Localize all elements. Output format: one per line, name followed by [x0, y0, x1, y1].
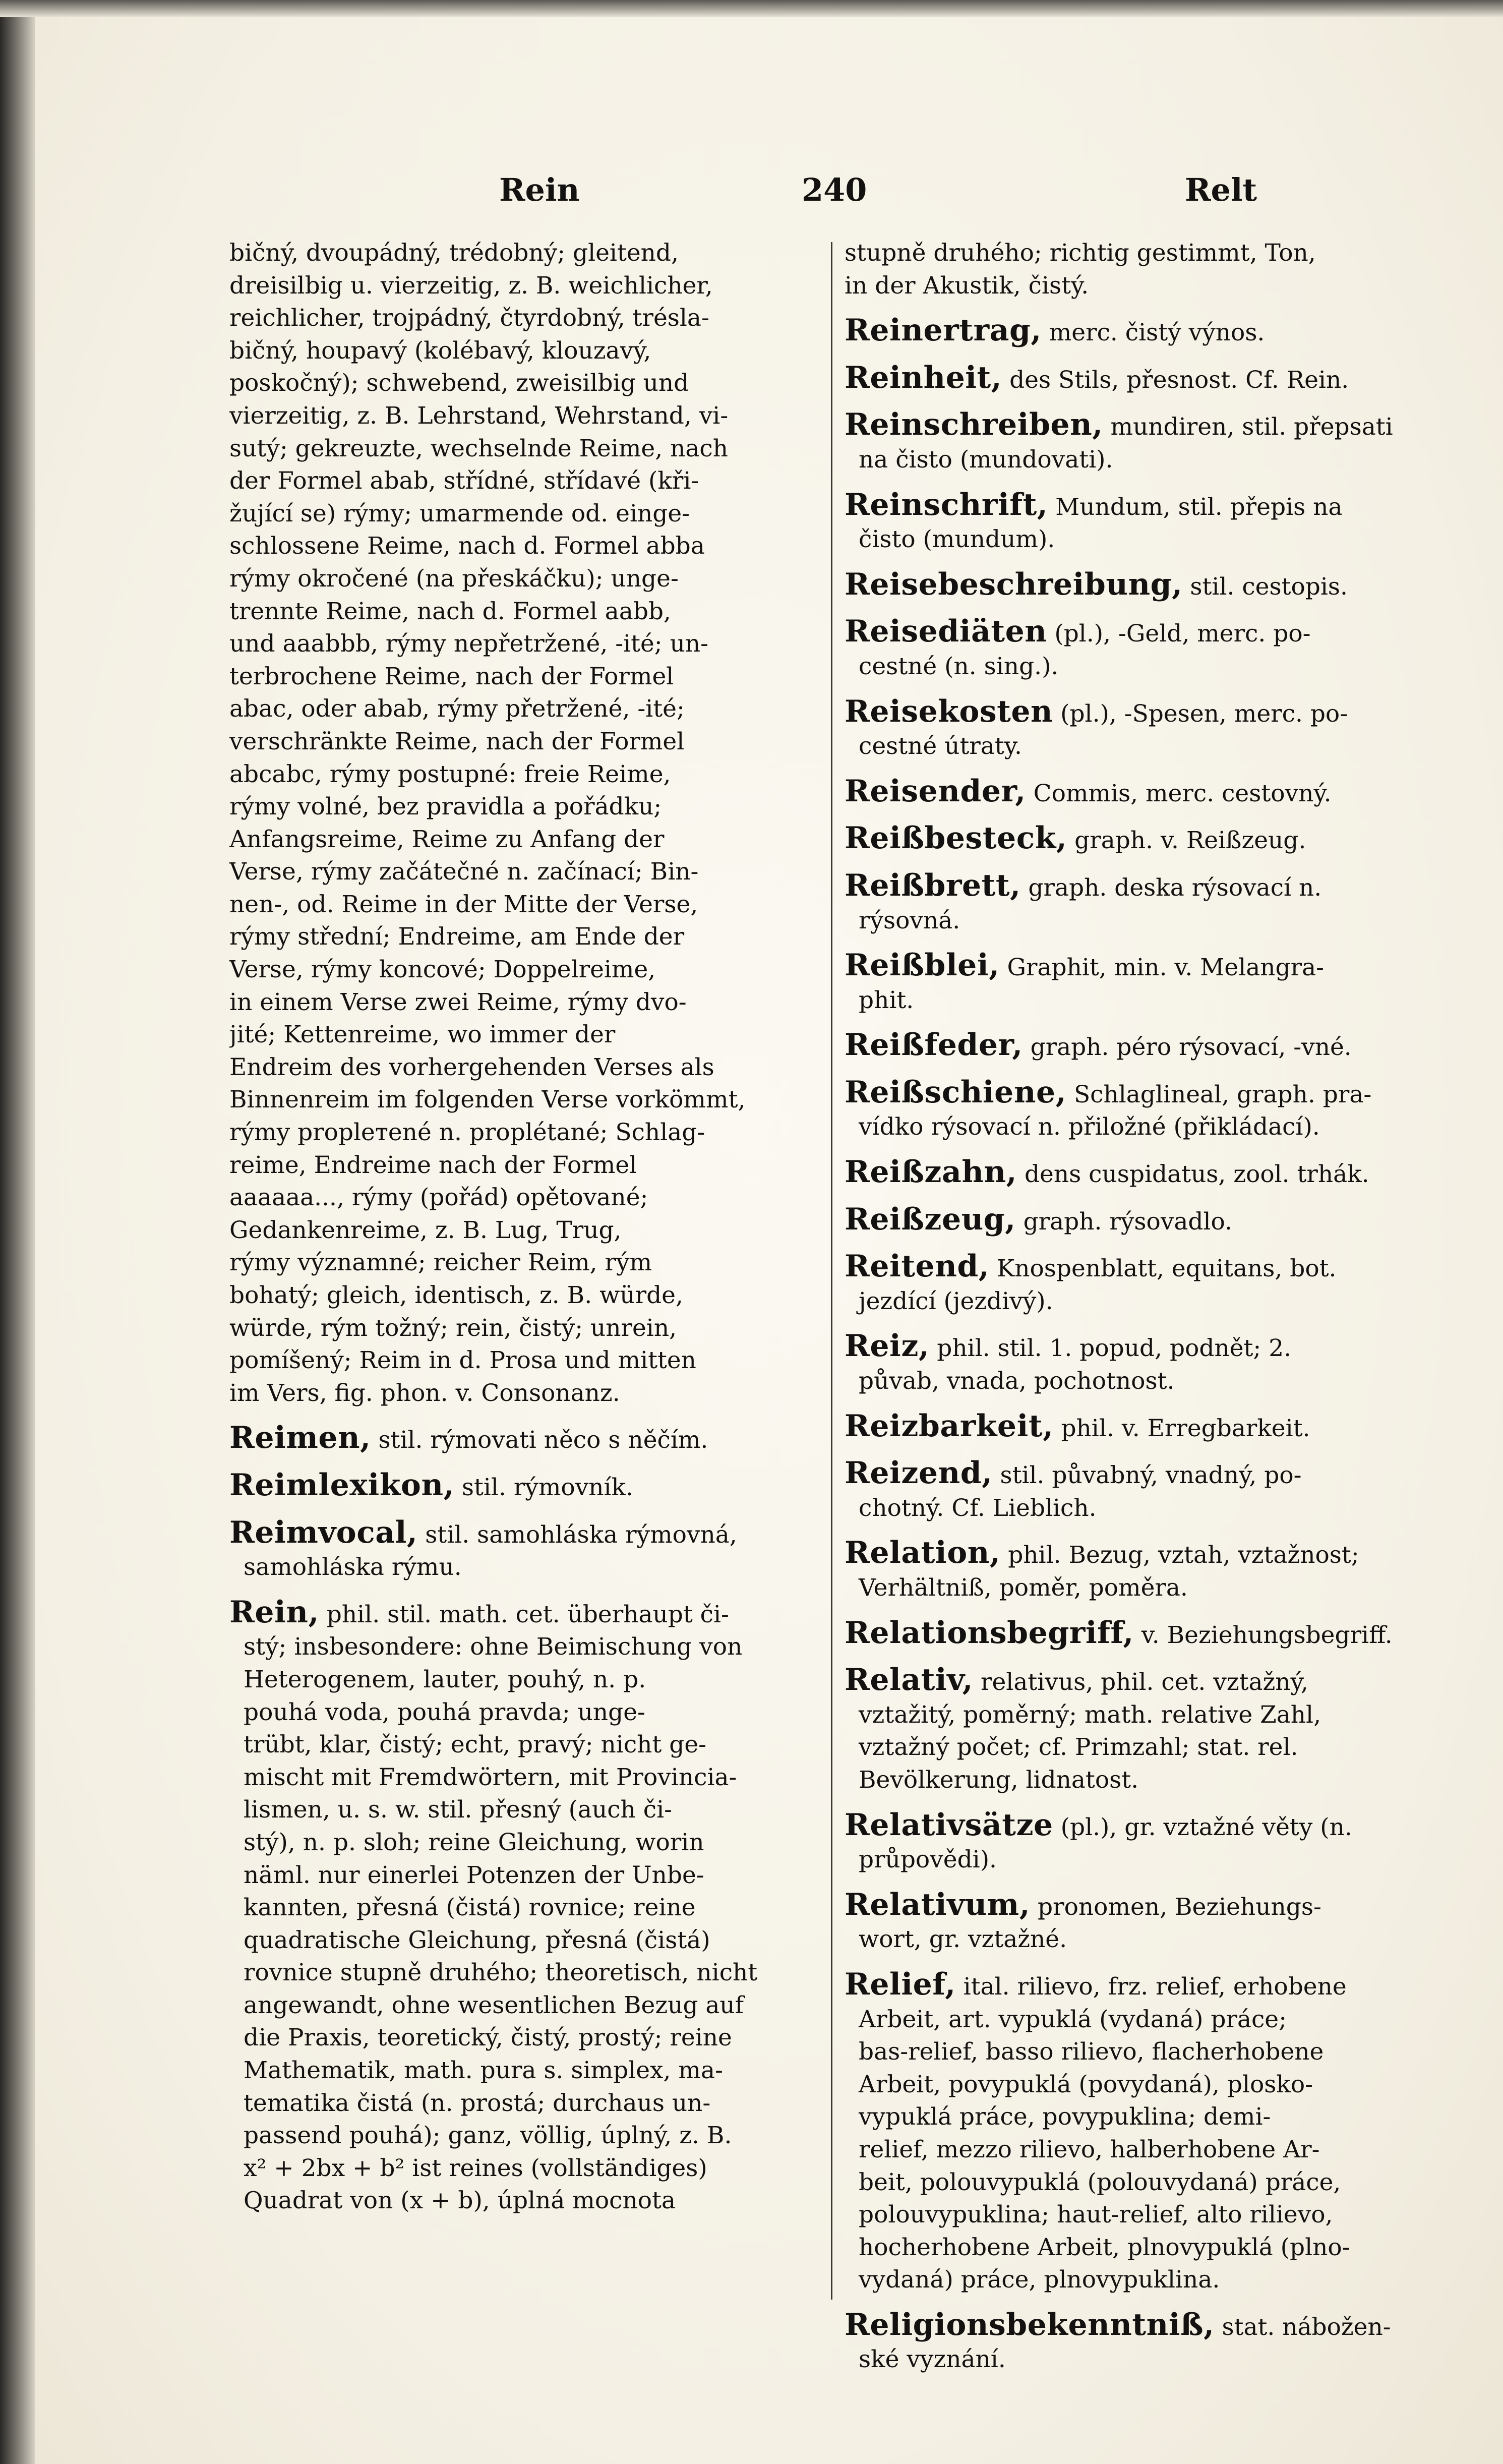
entry-first-line [229, 1596, 809, 1631]
dictionary-entry [845, 1889, 1434, 1956]
entry-first-line [845, 1250, 1434, 1285]
entry-headword: Reizbarkeit, [845, 1410, 1054, 1444]
entry-headword: Reißbrett, [845, 869, 1021, 903]
continuation-line: rýmy střední; Endreime, am Ende der [229, 923, 685, 951]
continuation-line: trennte Reime, nach d. Formel aabb, [229, 597, 671, 625]
continuation-line: rýmy významné; reicher Reim, rým [229, 1249, 652, 1277]
entry-first-line [845, 775, 1434, 810]
entry-continuation-line: Bevölkerung, lidnatost. [859, 1766, 1139, 1794]
entry-definition: mundiren, stil. přepsati [1103, 413, 1393, 441]
entry-gap [845, 477, 1434, 489]
dictionary-entry [845, 1203, 1434, 1239]
entry-first-line [845, 408, 1434, 444]
entry-headword: Relationsbegriff, [845, 1616, 1134, 1651]
entry-definition: merc. čistý výnos. [1041, 319, 1265, 347]
entry-continuation-line: passend pouhá); ganz, völlig, úplný, z. B. [244, 2122, 732, 2150]
entry-headword: Reimen, [229, 1422, 371, 1456]
entry-continuation-line: quadratische Gleichung, přesná (čistá) [244, 1926, 710, 1954]
entry-gap [845, 763, 1434, 775]
entry-gap [845, 1445, 1434, 1457]
entry-continuation-line: stý; insbesondere: ohne Beimischung von [244, 1633, 743, 1661]
entry-gap [229, 1584, 809, 1596]
entry-definition: stil. rýmovati něco s něčím. [371, 1426, 708, 1454]
continuation-line: sutý; gekreuzte, wechselnde Reime, nach [229, 434, 728, 462]
dictionary-entry [845, 949, 1434, 1017]
entry-headword: Reinertrag, [845, 314, 1042, 348]
dictionary-entry [845, 615, 1434, 683]
entry-continuation-line: pouhá voda, pouhá pravda; unge- [244, 1698, 645, 1726]
continuation-line: bohatý; gleich, identisch, z. B. würde, [229, 1281, 683, 1309]
dictionary-entry [845, 1330, 1434, 1397]
entry-first-line [845, 314, 1434, 349]
page-number: 240 [802, 171, 867, 208]
entry-definition: dens cuspidatus, zool. trhák. [1017, 1160, 1369, 1189]
entry-first-line [229, 1516, 809, 1552]
entry-continuation-line: jezdící (jezdivý). [859, 1287, 1053, 1315]
entry-headword: Relativum, [845, 1888, 1031, 1922]
entry-headword: Reimvocal, [229, 1516, 418, 1550]
continuation-line: bičný, dvoupádný, trédobný; gleitend, [229, 239, 679, 267]
entry-gap [845, 937, 1434, 949]
entry-definition: stil. rýmovník. [454, 1473, 634, 1501]
dictionary-entry [229, 1469, 809, 1504]
continuation-line: abcabc, rýmy postupné: freie Reime, [229, 760, 671, 788]
entry-continuation-line: die Praxis, teoretický, čistý, prostý; reine [244, 2024, 732, 2052]
dictionary-entry [845, 1457, 1434, 1524]
entry-gap [845, 1605, 1434, 1617]
entry-definition: (pl.), -Spesen, merc. po- [1053, 699, 1348, 728]
continuation-line: in einem Verse zwei Reime, rýmy dvo- [229, 988, 687, 1016]
entry-first-line [845, 949, 1434, 984]
entry-first-line [845, 1029, 1434, 1064]
dictionary-entry [845, 1809, 1434, 1876]
continuation-line: nen-, od. Reime in der Mitte der Verse, [229, 890, 698, 918]
dictionary-entry [229, 1422, 809, 1457]
entry-continuation-line: rovnice stupně druhého; theoretisch, nicht [244, 1959, 758, 1987]
entry-continuation-line: chotný. Cf. Lieblich. [859, 1494, 1097, 1522]
continuation-line: würde, rým tožný; rein, čistý; unrein, [229, 1314, 677, 1342]
entry-gap [229, 1457, 809, 1469]
entry-definition: stil. cestopis. [1182, 572, 1348, 601]
entry-continuation-line: Heterogenem, lauter, pouhý, n. p. [244, 1665, 646, 1693]
entry-gap [845, 2297, 1434, 2309]
entry-first-line [845, 869, 1434, 905]
continuation-line: der Formel abab, střídné, střídavé (kři- [229, 467, 699, 495]
entry-continuation-line: cestné (n. sing.). [859, 652, 1059, 680]
entry-headword: Reisender, [845, 775, 1026, 809]
entry-gap [845, 1652, 1434, 1664]
entry-continuation-line: vypuklá práce, povypuklina; demi- [859, 2103, 1271, 2131]
entry-headword: Reitend, [845, 1250, 990, 1284]
entry-continuation-line: na čisto (mundovati). [859, 445, 1113, 474]
entry-gap [845, 1191, 1434, 1203]
dictionary-entry [229, 1516, 809, 1584]
entry-definition: v. Beziehungsbegriff. [1133, 1621, 1393, 1649]
dictionary-entry [845, 1156, 1434, 1191]
entry-continuation-line: angewandt, ohne wesentlichen Bezug auf [244, 1991, 744, 2019]
entry-first-line [845, 1809, 1434, 1844]
entry-continuation-line: bas-relief, basso rilievo, flacherhobene [859, 2038, 1324, 2066]
entry-gap [845, 810, 1434, 822]
dictionary-entry [229, 1596, 809, 2217]
entry-first-line [845, 1457, 1434, 1492]
continuation-line: pomíšený; Reim in d. Prosa und mitten [229, 1346, 696, 1375]
entry-definition: Commis, merc. cestovný. [1026, 779, 1332, 807]
entry-continuation-line: kannten, přesná (čistá) rovnice; reine [244, 1894, 696, 1922]
entry-gap [845, 1524, 1434, 1537]
entry-continuation-line: Arbeit, art. vypuklá (vydaná) práce; [859, 2005, 1287, 2033]
entry-gap [845, 1064, 1434, 1076]
entry-headword: Reißzeug, [845, 1203, 1016, 1237]
dictionary-entry [845, 1250, 1434, 1318]
entry-continuation-line: lismen, u. s. w. stil. přesný (auch či- [244, 1796, 672, 1824]
entry-first-line [845, 1330, 1434, 1365]
continuation-line: verschränkte Reime, nach der Formel [229, 727, 685, 755]
entry-first-line [845, 1410, 1434, 1445]
continuation-line: jité; Kettenreime, wo immer der [229, 1021, 616, 1049]
dictionary-entry [845, 1029, 1434, 1064]
entry-continuation-line: mischt mit Fremdwörtern, mit Provincia- [244, 1763, 737, 1791]
left-column [229, 237, 809, 2217]
entry-headword: Reißfeder, [845, 1029, 1023, 1063]
entry-continuation-line: čisto (mundum). [859, 525, 1055, 554]
entry-definition: stil. samohláska rýmovná, [417, 1520, 737, 1549]
entry-continuation-line: trübt, klar, čistý; echt, pravý; nicht ge- [244, 1731, 707, 1759]
continuation-line: Anfangsreime, Reime zu Anfang der [229, 825, 665, 853]
entry-definition: stat. nábožen- [1214, 2313, 1391, 2341]
entry-continuation-line: Quadrat von (x + b), úplná mocnota [244, 2187, 676, 2215]
continuation-line: Verse, rýmy koncové; Doppelreime, [229, 956, 656, 984]
right-column [845, 237, 1434, 2376]
entry-headword: Reimlexikon, [229, 1469, 454, 1503]
entry-gap [845, 683, 1434, 695]
entry-continuation-line: samohláska rýmu. [244, 1553, 462, 1581]
entry-headword: Reißblei, [845, 949, 1000, 983]
entry-continuation-line: beit, polouvypuklá (polouvydaná) práce, [859, 2168, 1341, 2196]
entry-continuation-line: stý), n. p. sloh; reine Gleichung, worin [244, 1828, 704, 1856]
entry-definition: phil. v. Erregbarkeit. [1053, 1414, 1310, 1442]
dictionary-entry [845, 1076, 1434, 1144]
entry-definition: (pl.), gr. vztažné věty (n. [1053, 1813, 1352, 1841]
entry-gap [845, 396, 1434, 408]
entry-definition: graph. rýsovadlo. [1015, 1207, 1232, 1236]
entry-headword: Reisekosten [845, 695, 1053, 729]
entry-gap [845, 556, 1434, 568]
continuation-line: Binnenreim im folgenden Verse vorkömmt, [229, 1086, 746, 1114]
entry-continuation-line: ské vyznání. [859, 2345, 1006, 2374]
entry-headword: Reisebeschreibung, [845, 568, 1183, 602]
entry-headword: Reizend, [845, 1457, 993, 1491]
entry-continuation-line: vydaná) práce, plnovypuklina. [859, 2266, 1220, 2294]
entry-continuation-line: polouvypuklina; haut-relief, alto rilievo, [859, 2201, 1333, 2229]
dictionary-entry [845, 314, 1434, 349]
entry-continuation-line: rýsovná. [859, 906, 960, 934]
entry-continuation-line: wort, gr. vztažné. [859, 1925, 1067, 1954]
entry-gap [845, 857, 1434, 869]
entry-continuation-line: tematika čistá (n. prostá; durchaus un- [244, 2089, 711, 2117]
entry-continuation-line: vztažitý, poměrný; math. relative Zahl, [859, 1700, 1321, 1729]
entry-definition: Knospenblatt, equitans, bot. [989, 1255, 1337, 1283]
entry-definition: pronomen, Beziehungs- [1030, 1893, 1321, 1921]
entry-definition: phil. stil. math. cet. überhaupt či- [319, 1600, 729, 1628]
page-top-shadow [0, 0, 1503, 17]
continuation-line: und aaabbb, rýmy nepřetržené, -ité; un- [229, 630, 709, 658]
entry-continuation-line: Mathematik, math. pura s. simplex, ma- [244, 2057, 723, 2085]
entry-gap [845, 349, 1434, 362]
entry-definition: graph. deska rýsovací n. [1020, 873, 1322, 902]
continuation-line: Endreim des vorhergehenden Verses als [229, 1053, 714, 1081]
entry-definition: phil. Bezug, vztah, vztažnost; [1000, 1541, 1359, 1569]
dictionary-entry [845, 1617, 1434, 1652]
entry-definition: graph. péro rýsovací, -vné. [1023, 1033, 1352, 1062]
entry-continuation-line: průpovědi). [859, 1846, 997, 1874]
entry-first-line [845, 1617, 1434, 1652]
entry-first-line [229, 1469, 809, 1504]
continuation-line: Gedankenreime, z. B. Lug, Trug, [229, 1216, 622, 1244]
entry-gap [845, 1398, 1434, 1410]
entry-headword: Relation, [845, 1537, 1001, 1571]
page-binding-shadow [0, 0, 35, 2464]
entry-headword: Reinschrift, [845, 488, 1048, 522]
entry-definition: des Stils, přesnost. Cf. Rein. [1002, 366, 1349, 394]
entry-gap [845, 603, 1434, 615]
entry-first-line [845, 822, 1434, 857]
entry-headword: Relativ, [845, 1664, 974, 1698]
entry-gap [845, 1876, 1434, 1889]
continuation-line: reichlicher, trojpádný, čtyrdobný, trésla- [229, 304, 709, 332]
entry-first-line [845, 2309, 1434, 2344]
running-header [227, 171, 1257, 227]
continuation-line: schlossene Reime, nach d. Formel abba [229, 532, 705, 560]
entry-gap [845, 1956, 1434, 1968]
entry-headword: Rein, [229, 1596, 319, 1630]
continuation-line: reime, Endreime nach der Formel [229, 1151, 637, 1179]
entry-gap [845, 1318, 1434, 1330]
entry-first-line [845, 568, 1434, 604]
continuation-line: terbrochene Reime, nach der Formel [229, 662, 674, 690]
continuation-line: bičný, houpavý (kolébavý, klouzavý, [229, 336, 651, 365]
entry-definition: Schlaglineal, graph. pra- [1066, 1080, 1372, 1108]
dictionary-entry [845, 408, 1434, 476]
entry-gap [229, 1410, 809, 1422]
entry-continuation-line: näml. nur einerlei Potenzen der Unbe- [244, 1861, 704, 1889]
entry-first-line [845, 1203, 1434, 1239]
continuation-line: dreisilbig u. vierzeitig, z. B. weichlicher, [229, 271, 713, 300]
entry-continuation-line: relief, mezzo rilievo, halberhobene Ar- [859, 2135, 1320, 2163]
continuation-line: aaaaaa..., rýmy (pořád) opětované; [229, 1184, 648, 1212]
dictionary-entry [845, 2309, 1434, 2376]
entry-first-line [845, 1076, 1434, 1111]
entry-continuation-line: vztažný počet; cf. Primzahl; stat. rel. [859, 1733, 1298, 1762]
entry-continuation-line: půvab, vnada, pochotnost. [859, 1367, 1175, 1395]
entry-gap [229, 1504, 809, 1516]
dictionary-entry [845, 869, 1434, 937]
entry-first-line [845, 615, 1434, 651]
entry-gap [845, 1144, 1434, 1156]
dictionary-entry [845, 1664, 1434, 1796]
entry-continuation-line: Verhältniß, poměr, poměra. [859, 1574, 1188, 1602]
entry-headword: Reißschiene, [845, 1076, 1067, 1110]
entry-headword: Reisediäten [845, 615, 1047, 650]
entry-definition: ital. rilievo, frz. relief, erhobene [955, 1972, 1347, 2001]
entry-definition: (pl.), -Geld, merc. po- [1047, 620, 1311, 648]
continuation-line: rýmy okročené (na přeskáčku); unge- [229, 564, 679, 593]
continuation-line: stupně druhého; richtig gestimmt, Ton, [845, 239, 1316, 267]
entry-first-line [845, 1889, 1434, 1924]
dictionary-entry [845, 695, 1434, 763]
dictionary-entry [845, 1968, 1434, 2297]
continuation-line: abac, oder abab, rýmy přetržené, -ité; [229, 695, 685, 723]
continuation-line: poskočný); schwebend, zweisilbig und [229, 369, 689, 397]
entry-first-line [845, 362, 1434, 397]
entry-headword: Reißzahn, [845, 1156, 1017, 1190]
entry-headword: Reinschreiben, [845, 408, 1103, 443]
entry-gap [845, 1238, 1434, 1250]
column-divider [831, 242, 832, 2300]
entry-headword: Reiz, [845, 1330, 930, 1364]
continuation-line: rýmy proplетené n. proplétané; Schlag- [229, 1119, 705, 1147]
entry-continuation-line: cestné útraty. [859, 732, 1022, 760]
entry-first-line [845, 1664, 1434, 1699]
entry-first-line [845, 1537, 1434, 1572]
dictionary-entry [845, 1410, 1434, 1445]
entry-definition: Graphit, min. v. Melangra- [999, 954, 1324, 982]
entry-gap [845, 302, 1434, 314]
continuation-line: žující se) rýmy; umarmende od. einge- [229, 499, 690, 527]
dictionary-entry [845, 489, 1434, 556]
header-left-guideword: Rein [499, 171, 580, 208]
entry-first-line [845, 1968, 1434, 2004]
entry-definition: Mundum, stil. přepis na [1048, 493, 1343, 521]
continuation-line: im Vers, fig. phon. v. Consonanz. [229, 1379, 620, 1407]
entry-gap [845, 1017, 1434, 1029]
dictionary-entry [845, 362, 1434, 397]
entry-first-line [845, 489, 1434, 524]
entry-headword: Reinheit, [845, 361, 1002, 395]
entry-headword: Relief, [845, 1968, 956, 2002]
entry-definition: graph. v. Reißzeug. [1067, 827, 1306, 855]
entry-first-line [229, 1422, 809, 1457]
entry-headword: Relativsätze [845, 1808, 1053, 1843]
dictionary-entry [845, 822, 1434, 857]
dictionary-entry [845, 1537, 1434, 1604]
continuation-line: Verse, rýmy začátečné n. začínací; Bin- [229, 858, 699, 886]
entry-definition: relativus, phil. cet. vztažný, [973, 1668, 1308, 1696]
entry-continuation-line: phit. [859, 986, 914, 1014]
dictionary-entry [845, 568, 1434, 604]
continuation-line: vierzeitig, z. B. Lehrstand, Wehrstand, vi- [229, 401, 729, 430]
header-right-guideword: Relt [1185, 171, 1257, 208]
dictionary-entry [845, 775, 1434, 810]
entry-continuation-line: vídko rýsovací n. přiložné (přikládací). [859, 1113, 1320, 1141]
entry-continuation-line: hocherhobene Arbeit, plnovypuklá (plno- [859, 2233, 1350, 2261]
entry-headword: Reißbesteck, [845, 822, 1067, 856]
entry-first-line [845, 695, 1434, 731]
continuation-line: in der Akustik, čistý. [845, 271, 1089, 300]
entry-gap [845, 1797, 1434, 1809]
entry-continuation-line: x² + 2bx + b² ist reines (vollständiges) [244, 2154, 707, 2182]
entry-continuation-line: Arbeit, povypuklá (povydaná), plosko- [859, 2070, 1313, 2098]
entry-definition: phil. stil. 1. popud, podnět; 2. [929, 1334, 1292, 1363]
entry-definition: stil. půvabný, vnadný, po- [992, 1461, 1302, 1490]
entry-first-line [845, 1156, 1434, 1191]
continuation-line: rýmy volné, bez pravidla a pořádku; [229, 793, 662, 821]
entry-headword: Religionsbekenntniß, [845, 2308, 1215, 2342]
